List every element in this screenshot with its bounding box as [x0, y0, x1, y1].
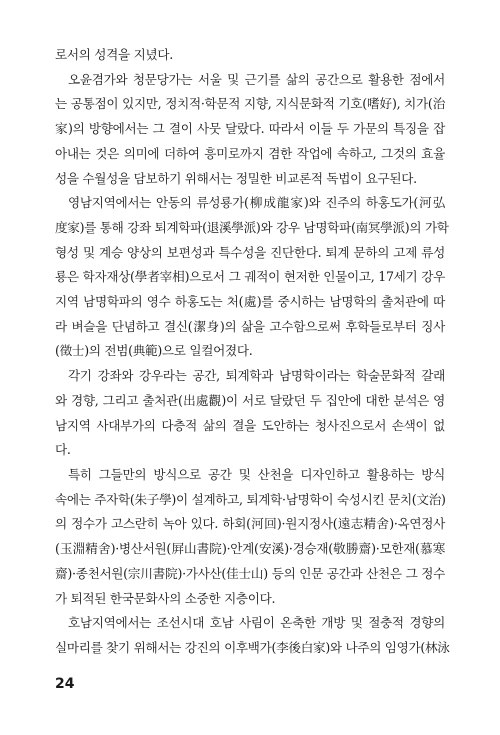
text-line: 는 공통점이 있지만, 정치적·학문적 지향, 지식문화적 기호(嗜好), 치가(治 [55, 96, 445, 111]
text-line: 지역 남명학파의 영수 하홍도는 처(處)를 중시하는 남명학의 출처관에 따 [55, 294, 445, 309]
text-line: 호남지역에서는 조선시대 호남 사림이 온축한 개방 및 절충적 경향의 [68, 615, 445, 630]
text-line: 형성 및 계승 양상의 보편성과 특수성을 진단한다. 퇴계 문하의 고제 류성 [55, 245, 445, 260]
text-line: 남지역 사대부가의 다층적 삶의 결을 도안하는 청사진으로서 손색이 없 [55, 418, 445, 433]
page-number: 24 [55, 676, 75, 692]
text-line: 라 벼슬을 단념하고 결신(潔身)의 삶을 고수함으로써 후학들로부터 징사 [55, 319, 445, 334]
text-line: 다. [55, 442, 71, 457]
text-line: 특히 그들만의 방식으로 공간 및 산천을 디자인하고 활용하는 방식 [68, 467, 445, 482]
text-line: 度家)를 통해 강좌 퇴계학파(退溪學派)와 강우 남명학파(南冥學派)의 가학 [55, 220, 449, 235]
text-line: 家)의 방향에서는 그 결이 사뭇 달랐다. 따라서 이들 두 가문의 특징을 잡 [55, 121, 445, 136]
text-line: 룡은 학자재상(學者宰相)으로서 그 궤적이 현저한 인물이고, 17세기 강우 [55, 269, 445, 284]
text-line: 로서의 성격을 지녔다. [55, 47, 173, 62]
text-line: 와 경향, 그리고 출처관(出處觀)이 서로 달랐던 두 집안에 대한 분석은 영 [55, 393, 445, 408]
text-line: 각기 강좌와 강우라는 공간, 퇴계학과 남명학이라는 학술문화적 갈래 [68, 368, 445, 383]
text-line: (徵士)의 전범(典範)으로 일컬어졌다. [55, 343, 253, 358]
text-line: 속에는 주자학(朱子學)이 설계하고, 퇴계학·남명학이 숙성시킨 문치(文治) [55, 492, 446, 507]
text-line: 가 퇴적된 한국문화사의 소중한 지층이다. [55, 591, 276, 606]
text-line: 성을 수월성을 담보하기 위해서는 정밀한 비교론적 독법이 요구된다. [55, 171, 417, 186]
text-line: 齋)·종천서원(宗川書院)·가사산(佳士山) 등의 인문 공간과 산천은 그 정수 [55, 566, 445, 581]
text-line: 오윤겸가와 청문당가는 서울 및 근기를 삶의 공간으로 활용한 점에서 [68, 72, 445, 87]
text-line: 아내는 것은 의미에 더하여 흥미로까지 겸한 작업에 속하고, 그것의 효율 [55, 146, 445, 161]
text-line: 실마리를 찾기 위해서는 강진의 이후백가(李後白家)와 나주의 임영가(林泳 [55, 640, 450, 655]
text-line: 의 정수가 고스란히 녹아 있다. 하회(河回)·원지정사(遠志精舍)·옥연정사 [55, 516, 445, 531]
text-line: 영남지역에서는 안동의 류성룡가(柳成龍家)와 진주의 하홍도가(河弘 [68, 195, 445, 210]
text-line: (玉淵精舍)·병산서원(屛山書院)·안계(安溪)·경승재(敬勝齋)·모한재(慕寒 [55, 541, 445, 556]
